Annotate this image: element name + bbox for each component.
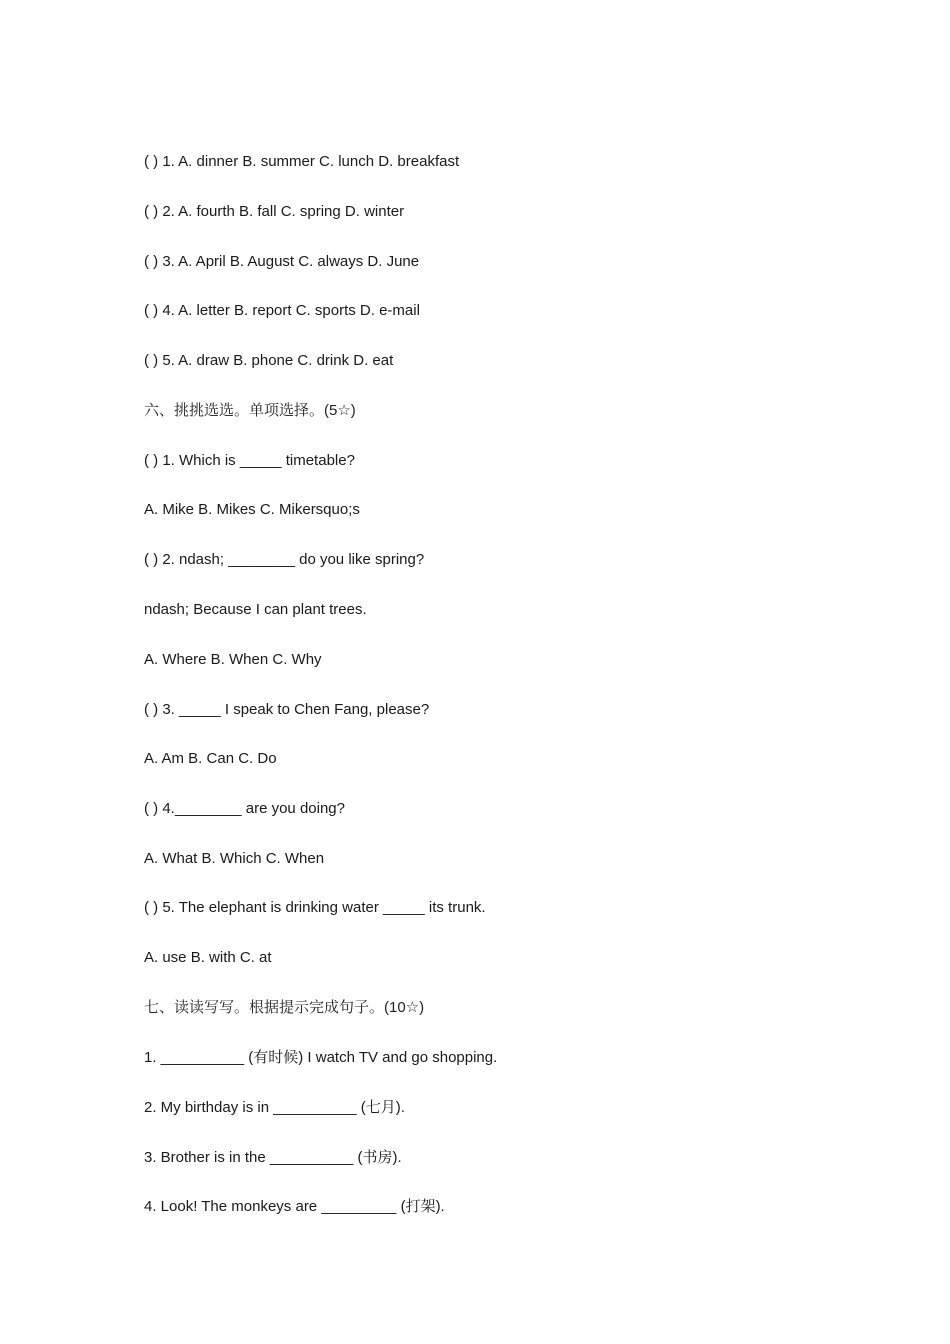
question-line: 2. My birthday is in __________ (七月). xyxy=(144,1099,405,1116)
question-line: ( ) 5. A. draw B. phone C. drink D. eat xyxy=(144,352,394,369)
options-line: A. Mike B. Mikes C. Mikersquo;s xyxy=(144,501,360,518)
section-heading: 七、读读写写。根据提示完成句子。(10☆) xyxy=(144,999,425,1016)
question-line: ( ) 3. _____ I speak to Chen Fang, please? xyxy=(144,701,430,718)
question-line: ( ) 1. Which is _____ timetable? xyxy=(144,452,355,469)
question-line: ( ) 4. A. letter B. report C. sports D. e-mail xyxy=(144,302,420,319)
dialogue-line: ndash; Because I can plant trees. xyxy=(144,601,367,618)
options-line: A. Am B. Can C. Do xyxy=(144,750,277,767)
question-line: ( ) 1. A. dinner B. summer C. lunch D. breakfast xyxy=(144,153,460,170)
section-heading: 六、挑挑选选。单项选择。(5☆) xyxy=(144,402,356,419)
options-line: A. use B. with C. at xyxy=(144,949,272,966)
options-line: A. What B. Which C. When xyxy=(144,850,325,867)
question-line: ( ) 3. A. April B. August C. always D. June xyxy=(144,253,420,270)
question-line: 1. __________ (有时候) I watch TV and go shopping. xyxy=(144,1049,498,1066)
question-line: 3. Brother is in the __________ (书房). xyxy=(144,1149,402,1166)
question-line: ( ) 4.________ are you doing? xyxy=(144,800,345,817)
question-line: ( ) 2. A. fourth B. fall C. spring D. winter xyxy=(144,203,405,220)
question-line: 4. Look! The monkeys are _________ (打架). xyxy=(144,1198,445,1215)
question-line: ( ) 5. The elephant is drinking water _____ its trunk. xyxy=(144,899,486,916)
options-line: A. Where B. When C. Why xyxy=(144,651,322,668)
question-line: ( ) 2. ndash; ________ do you like spring? xyxy=(144,551,425,568)
